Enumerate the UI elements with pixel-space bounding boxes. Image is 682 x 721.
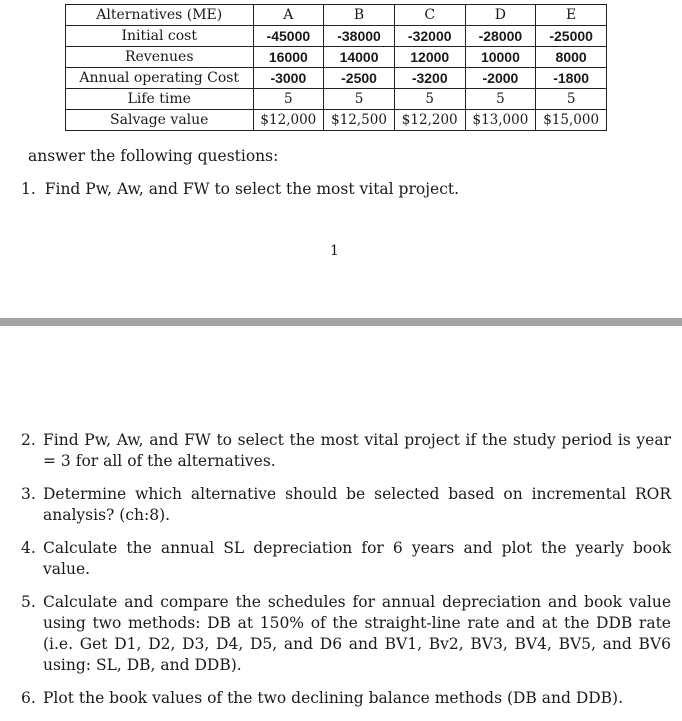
page-number: 1 [330, 243, 339, 259]
table-cell: -2000 [465, 68, 536, 89]
question-item [21, 592, 671, 676]
table-row-initial-cost [66, 26, 607, 47]
table-cell: 5 [253, 89, 324, 110]
table-cell: -38000 [324, 26, 395, 47]
intro-text: answer the following questions: [28, 147, 279, 165]
question-text: Determine which alternative should be selected based on incremental ROR analysis? (ch:8). [43, 485, 671, 524]
question-text: Plot the book values of the two declining balance methods (DB and DDB). [43, 689, 624, 707]
table-header-cell: A [253, 5, 324, 26]
table-cell: 5 [394, 89, 465, 110]
table-cell: $12,000 [253, 110, 324, 131]
row-label: Life time [66, 89, 254, 110]
question-item [21, 538, 671, 580]
table-header-cell: D [465, 5, 536, 26]
table-cell: -2500 [324, 68, 395, 89]
table-cell: 5 [465, 89, 536, 110]
table-cell: 14000 [324, 47, 395, 68]
table-cell: $13,000 [465, 110, 536, 131]
table-cell: $15,000 [536, 110, 607, 131]
table-row-life-time [66, 89, 607, 110]
table-cell: -25000 [536, 26, 607, 47]
table-header-cell: Alternatives (ME) [66, 5, 254, 26]
question-text: Find Pw, Aw, and FW to select the most vital project if the study period is year = 3 for all of the alternatives. [43, 431, 671, 470]
table-cell: 5 [536, 89, 607, 110]
table-cell: $12,500 [324, 110, 395, 131]
table-cell: 5 [324, 89, 395, 110]
table-cell: 16000 [253, 47, 324, 68]
row-label: Initial cost [66, 26, 254, 47]
table-cell: -45000 [253, 26, 324, 47]
question-number: 3. [21, 485, 36, 503]
question-item [21, 688, 671, 709]
table-cell: -3000 [253, 68, 324, 89]
table-row-revenues [66, 47, 607, 68]
document-page-2 [0, 326, 682, 708]
document-page-1 [0, 0, 682, 323]
row-label: Salvage value [66, 110, 254, 131]
alternatives-table [65, 4, 607, 131]
row-label: Annual operating Cost [66, 68, 254, 89]
table-cell: $12,200 [394, 110, 465, 131]
table-cell: 12000 [394, 47, 465, 68]
table-cell: 8000 [536, 47, 607, 68]
table-header-cell: B [324, 5, 395, 26]
table-row-salvage-value [66, 110, 607, 131]
question-text: Calculate and compare the schedules for annual depreciation and book value using two methods: DB at 150% of the straight-line rate and at the DDB rate (i.e. Get D1, D2, D3, D4, D5, and D6 and BV1, Bv2, BV3, BV4, BV5, and BV6 using: SL, DB, and DDB). [43, 593, 671, 674]
table-header-cell: C [394, 5, 465, 26]
question-1 [21, 179, 459, 200]
table-cell: -28000 [465, 26, 536, 47]
question-item [21, 430, 671, 472]
question-text: Find Pw, Aw, and FW to select the most vital project. [44, 180, 460, 198]
table-cell: -32000 [394, 26, 465, 47]
table-row-operating-cost [66, 68, 607, 89]
table-cell: -3200 [394, 68, 465, 89]
question-number: 1. [21, 180, 36, 198]
page-divider [0, 318, 682, 326]
question-item [21, 484, 671, 526]
question-number: 5. [21, 593, 36, 611]
question-text: Calculate the annual SL depreciation for 6 years and plot the yearly book value. [43, 539, 671, 578]
question-number: 6. [21, 689, 36, 707]
table-header-row [66, 5, 607, 26]
row-label: Revenues [66, 47, 254, 68]
table-header-cell: E [536, 5, 607, 26]
table-cell: 10000 [465, 47, 536, 68]
question-list [21, 430, 671, 721]
question-number: 4. [21, 539, 36, 557]
question-number: 2. [21, 431, 36, 449]
table-cell: -1800 [536, 68, 607, 89]
